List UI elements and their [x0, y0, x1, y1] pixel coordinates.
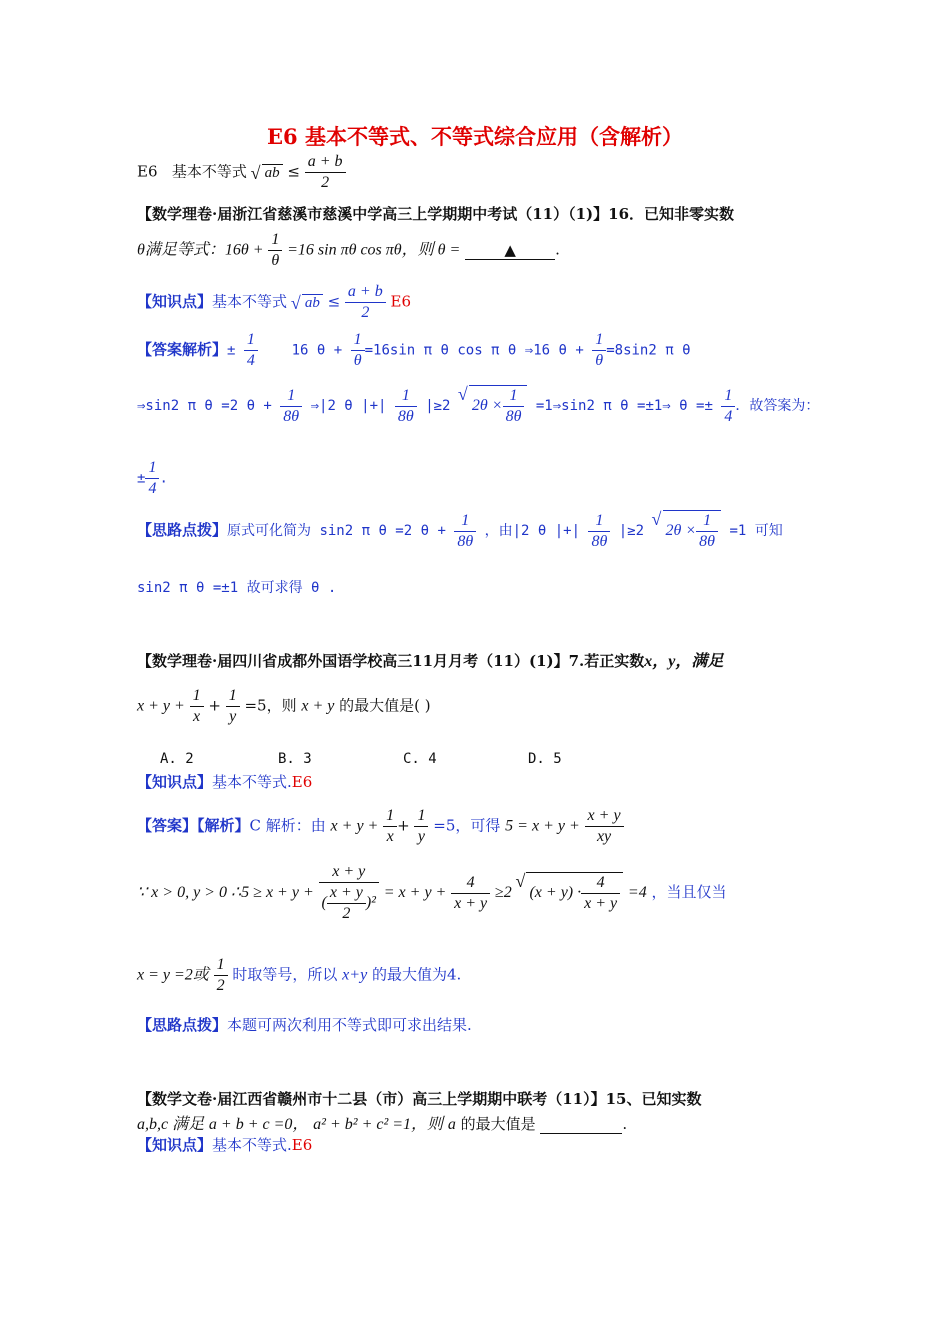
problem-3-statement: a,b,c 满足 a + b + c =0， a² + b² + c² =1，则 a 的最大值是 . — [137, 1115, 628, 1133]
problem-3-knowledge: 【知识点】基本不等式.E6 — [137, 1136, 313, 1154]
section-label: 基本不等式 — [171, 162, 247, 181]
frac-a-plus-b-over-2: $\frac{a + b}{2}$ — [305, 152, 346, 193]
problem-1-hint-line2: sin2 π θ =±1 故可求得 θ . — [137, 580, 337, 596]
problem-1-source: 【数学理卷·届浙江省慈溪市慈溪中学高三上学期期中考试（11）（1)】16．已知非零实数 — [137, 205, 735, 223]
problem-2-equality: x = y =2或 $\frac{1}{2}$ 时取等号，所以 x+y 的最大值为4. — [137, 956, 462, 994]
problem-1-statement: θ满足等式：16θ + $\frac{1}{\theta}$ =16 sin πθ cos πθ，则 θ = ▲ . — [137, 231, 560, 269]
problem-2-derivation: ∵ x > 0, y > 0 ∴5 ≥ x + y + x + y ( $\frac{x + y}{2}$ )² = x + y + $\frac{4}{x + y}$ ≥2 √ (x + y) · $\frac{4}{x + y}$ =4 ，当且仅当 — [137, 862, 727, 924]
blank-marker: ▲ — [504, 240, 516, 259]
sqrt-ab: √ ab — [262, 164, 283, 182]
problem-1-answer-line2: ⇒sin2 π θ =2 θ + $\frac{1}{8\theta}$ ⇒|2 θ |+| $\frac{1}{8\theta}$ |≥2 √ 2θ × $\frac{1}{8\theta}$ =1⇒sin2 π θ =±1⇒ θ =± $\frac{1}{4}$ ．故答案为： — [137, 385, 819, 427]
problem-2-hint: 【思路点拨】本题可两次利用不等式即可求出结果. — [137, 1016, 472, 1034]
problem-1-hint: 【思路点拨】原式可化简为 sin2 π θ =2 θ + $\frac{1}{8\theta}$ ，由|2 θ |+| $\frac{1}{8\theta}$ |≥2 √ 2θ × $\frac{1}{8\theta}$ =1 可知 — [137, 510, 783, 552]
option-d: D. 5 — [528, 751, 562, 767]
section-header: E6 基本不等式 √ ab ≤ $\frac{a + b}{2}$ — [137, 152, 346, 193]
problem-2-answer: 【答案】【解析】C 解析：由 x + y + $\frac{1}{x}$ + $\frac{1}{y}$ =5，可得 5 = x + y + $\frac{x + y}{xy}$ — [137, 806, 624, 847]
problem-2-condition: x + y + $\frac{1}{x}$ + $\frac{1}{y}$ =5，则 x + y 的最大值是( ) — [137, 687, 431, 725]
problem-1-answer: 【答案解析】± $\frac{1}{4}$ 16 θ + $\frac{1}{\theta}$ =16sin π θ cos π θ ⇒16 θ + $\frac{1}{\theta}$ =8sin2 π θ — [137, 331, 691, 369]
problem-3-source: 【数学文卷·届江西省赣州市十二县（市）高三上学期期中联考（11）】15、已知实数 — [137, 1090, 702, 1108]
option-a: A. 2 — [160, 751, 194, 767]
problem-1-answer-line3: ± $\frac{1}{4}$ . — [137, 459, 168, 497]
option-c: C. 4 — [403, 751, 437, 767]
option-b: B. 3 — [278, 751, 312, 767]
page-title: E6 基本不等式、不等式综合应用（含解析） — [267, 124, 683, 149]
problem-2-knowledge: 【知识点】基本不等式.E6 — [137, 773, 313, 791]
problem-1-knowledge: 【知识点】基本不等式 √ ab ≤ $\frac{a + b}{2}$ E6 — [137, 282, 411, 323]
problem-2-source: 【数学理卷·届四川省成都外国语学校高三11月月考（11）(1)】7.若正实数x，y，满足 — [137, 652, 724, 670]
section-code: E6 — [137, 162, 158, 181]
